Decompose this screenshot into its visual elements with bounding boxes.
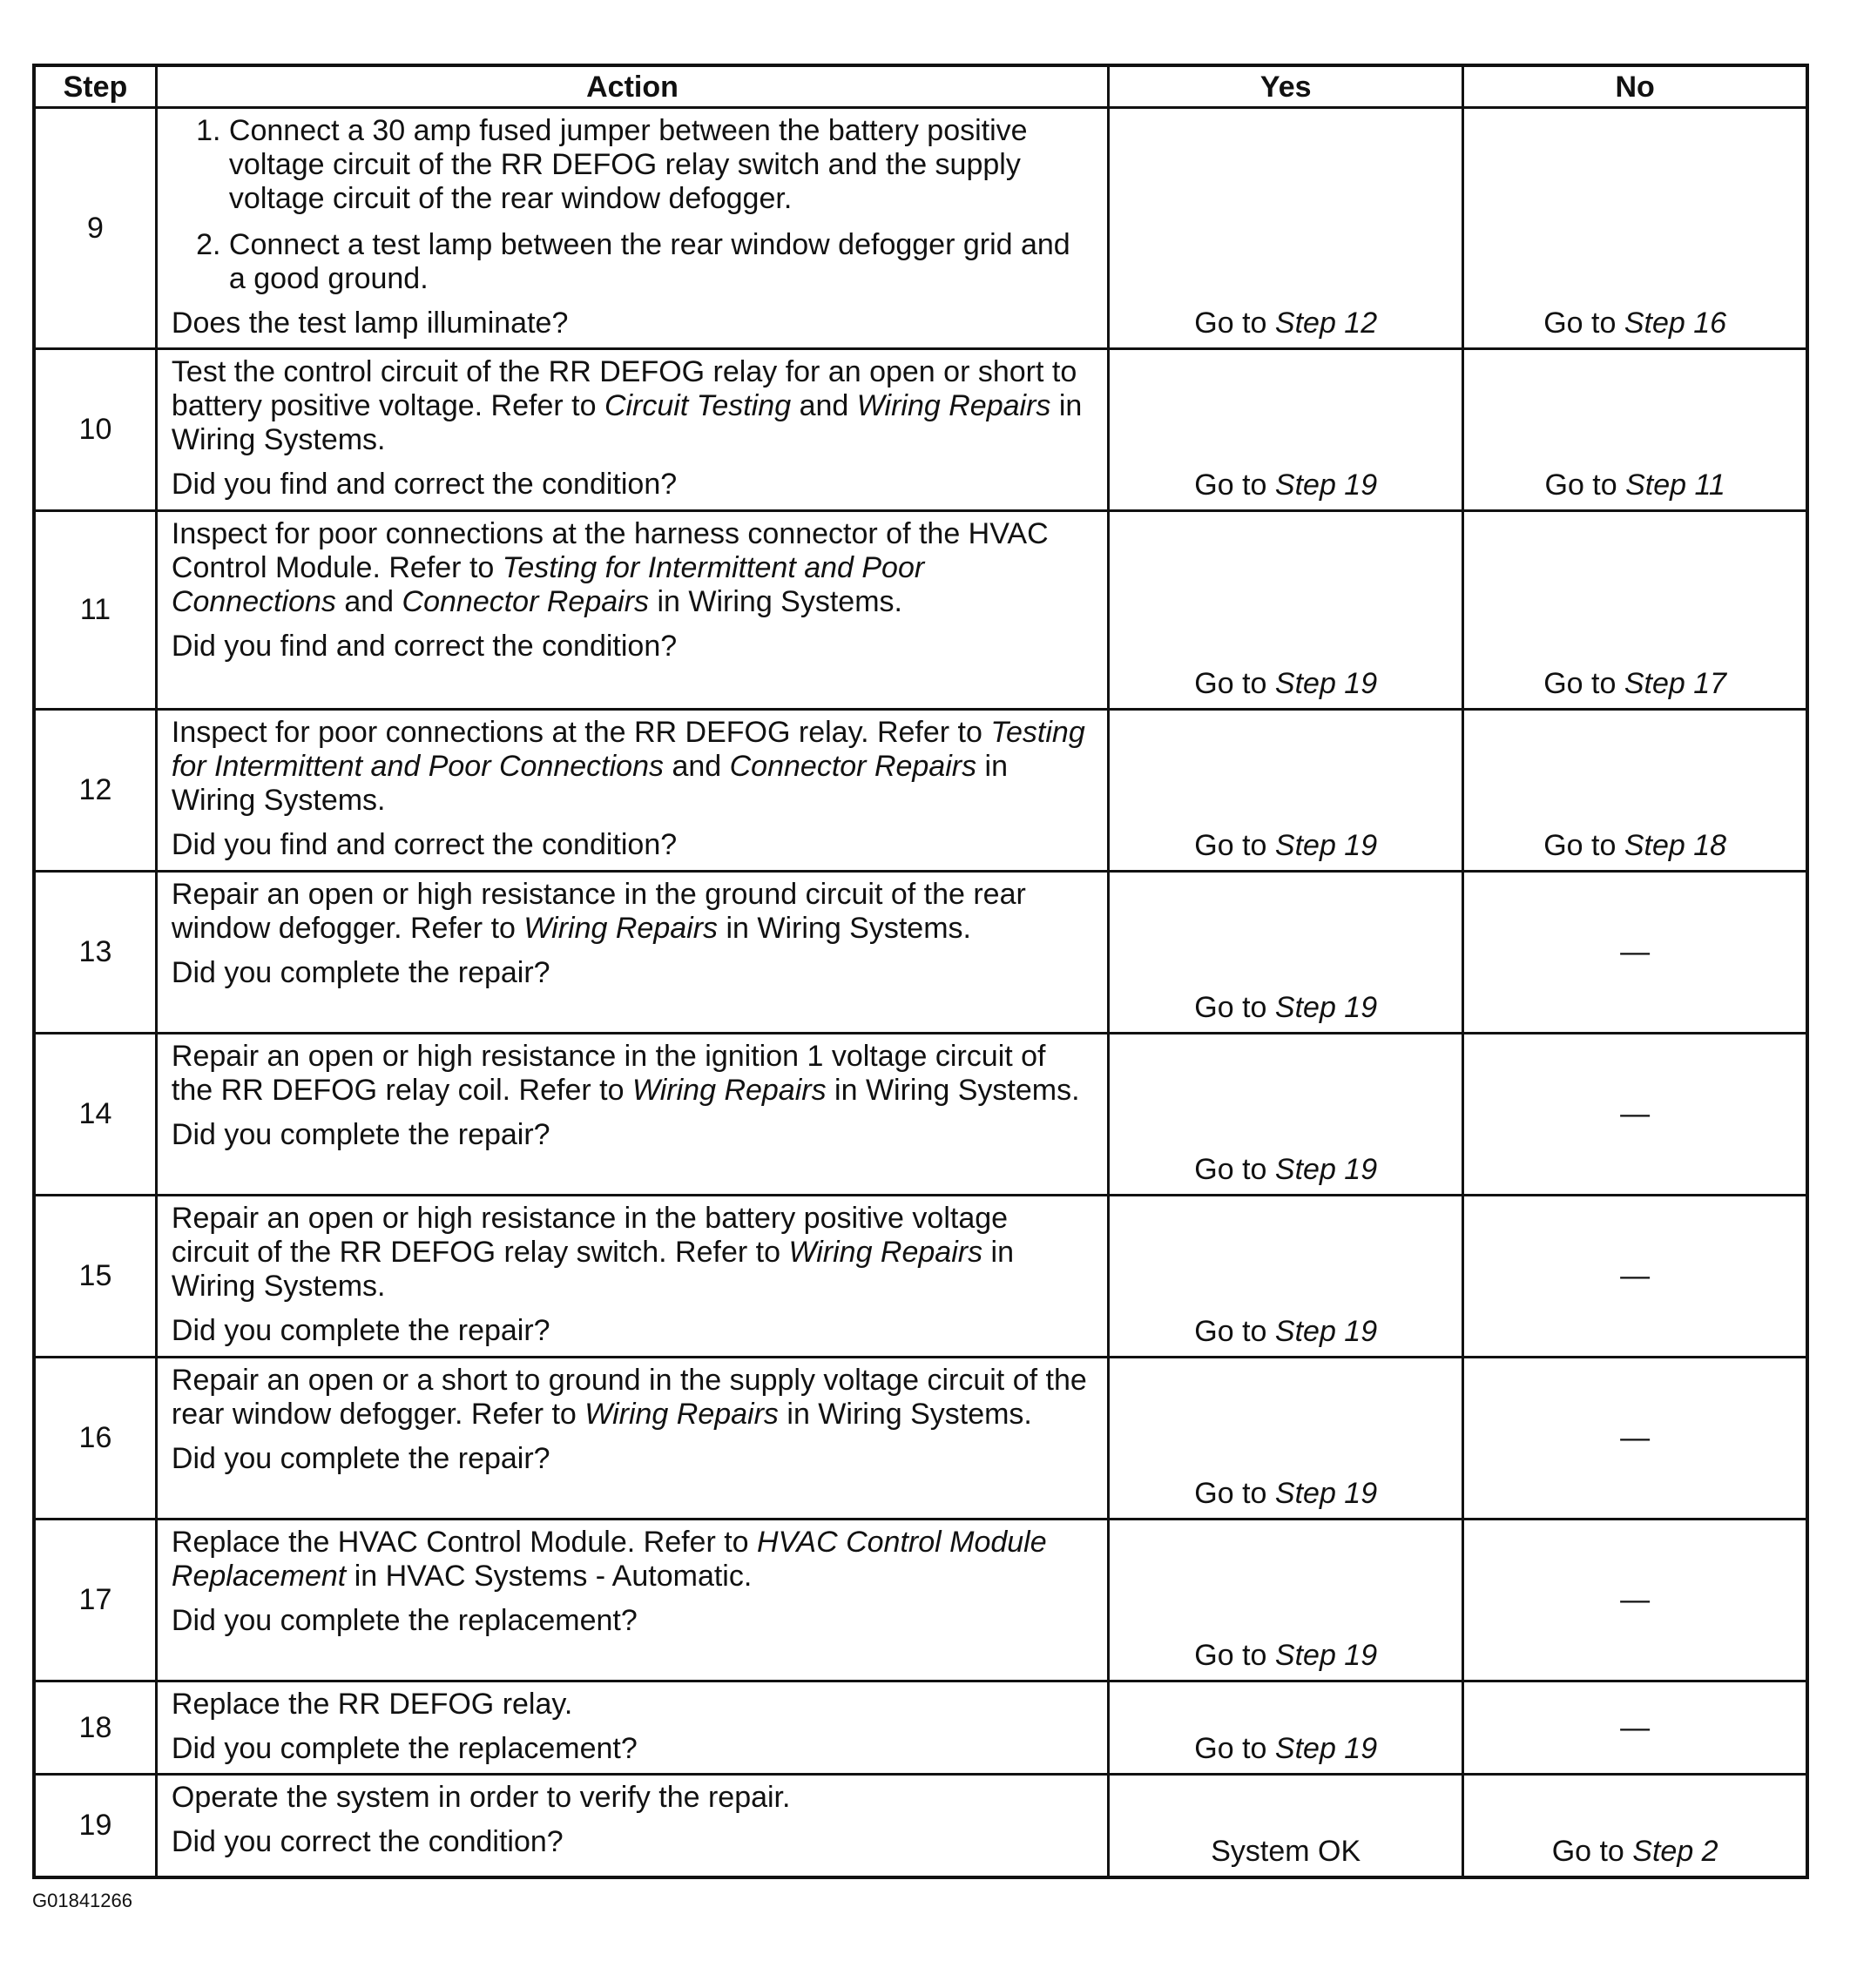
table-row bbox=[34, 1681, 1807, 1775]
action-question: Did you find and correct the condition? bbox=[171, 468, 678, 501]
figure-id: G01841266 bbox=[32, 1890, 132, 1911]
yes-result bbox=[1109, 1358, 1463, 1520]
step-reference: Step 19 bbox=[1274, 1153, 1378, 1186]
action-question: Did you find and correct the condition? bbox=[171, 630, 678, 663]
goto-prefix: Go to bbox=[1194, 1153, 1275, 1186]
action-text-segment: Inspect for poor connections at the harness connector of the HVAC Control Module. Refer to bbox=[171, 517, 1049, 584]
no-result bbox=[1463, 710, 1807, 872]
goto-prefix: Go to bbox=[1544, 468, 1626, 502]
action-text bbox=[172, 517, 1091, 619]
action-question: Did you complete the replacement? bbox=[171, 1732, 638, 1765]
step-reference: Step 11 bbox=[1625, 468, 1725, 502]
action-text bbox=[172, 1688, 1091, 1722]
action-question: Did you complete the repair? bbox=[171, 1314, 550, 1347]
action-text-segment: in Wiring Systems. bbox=[778, 1398, 1032, 1431]
step-number: 12 bbox=[34, 710, 156, 872]
action-cell bbox=[156, 1775, 1108, 1877]
dash-none: — bbox=[1620, 1421, 1651, 1454]
action-text-segment: in Wiring Systems. bbox=[826, 1074, 1080, 1107]
dash-none: — bbox=[1620, 1097, 1651, 1130]
reference-link-text: Wiring Repairs bbox=[584, 1398, 779, 1431]
yes-result bbox=[1109, 349, 1463, 511]
table-row bbox=[34, 1034, 1807, 1196]
table-row bbox=[34, 1358, 1807, 1520]
action-text-segment: Repair an open or high resistance in the battery positive voltage circuit of the RR DEFOG relay switch. Refer to bbox=[171, 1202, 1009, 1269]
no-result bbox=[1463, 872, 1807, 1034]
step-number: 9 bbox=[34, 108, 156, 349]
step-reference: Step 12 bbox=[1274, 307, 1378, 340]
action-text bbox=[172, 1040, 1091, 1108]
table-row bbox=[34, 349, 1807, 511]
action-text-segment: and bbox=[664, 750, 730, 783]
yes-result bbox=[1109, 511, 1463, 710]
action-step-item: 2. Connect a test lamp between the rear window defogger grid and a good ground. bbox=[229, 228, 1091, 296]
table-header-row bbox=[34, 65, 1807, 108]
diagnostic-table bbox=[32, 64, 1809, 1879]
yes-result bbox=[1109, 1681, 1463, 1775]
action-text-segment: Repair an open or high resistance in the ground circuit of the rear window defogger. Refer to bbox=[171, 878, 1026, 945]
action-text-segment: and bbox=[335, 585, 402, 618]
action-cell bbox=[156, 349, 1108, 511]
action-cell bbox=[156, 1196, 1108, 1358]
step-reference: Step 19 bbox=[1274, 468, 1378, 502]
action-text bbox=[172, 1526, 1091, 1594]
action-text-segment: Repair an open or a short to ground in the supply voltage circuit of the rear window defogger. Refer to bbox=[171, 1364, 1087, 1431]
step-number: 13 bbox=[34, 872, 156, 1034]
action-question: Did you complete the repair? bbox=[171, 1442, 550, 1475]
goto-prefix: Go to bbox=[1194, 829, 1275, 862]
header-no: No bbox=[1463, 65, 1807, 108]
reference-link-text: Connector Repairs bbox=[402, 585, 650, 618]
goto-prefix: Go to bbox=[1543, 829, 1624, 862]
step-reference: Step 2 bbox=[1632, 1834, 1718, 1868]
reference-link-text: Wiring Repairs bbox=[631, 1074, 827, 1107]
reference-link-text: Testing for Intermittent and Poor Connections bbox=[171, 551, 925, 618]
table-row bbox=[34, 710, 1807, 872]
goto-prefix: Go to bbox=[1194, 1315, 1275, 1348]
no-result bbox=[1463, 1196, 1807, 1358]
action-cell bbox=[156, 1358, 1108, 1520]
no-result bbox=[1463, 1358, 1807, 1520]
action-text-segment: in Wiring Systems. bbox=[171, 1236, 1015, 1303]
header-step: Step bbox=[34, 65, 156, 108]
no-result bbox=[1463, 108, 1807, 349]
action-text-segment: in Wiring Systems. bbox=[649, 585, 902, 618]
goto-prefix: Go to bbox=[1194, 307, 1275, 340]
action-cell bbox=[156, 710, 1108, 872]
goto-prefix: Go to bbox=[1543, 307, 1624, 340]
goto-prefix: Go to bbox=[1194, 1732, 1275, 1765]
action-cell bbox=[156, 1520, 1108, 1681]
step-reference: Step 17 bbox=[1624, 667, 1727, 700]
action-question: Did you find and correct the condition? bbox=[171, 828, 678, 861]
table-row bbox=[34, 1520, 1807, 1681]
goto-prefix: Go to bbox=[1551, 1834, 1633, 1868]
step-reference: Step 19 bbox=[1274, 991, 1378, 1024]
reference-link-text: Wiring Repairs bbox=[523, 912, 719, 945]
no-result bbox=[1463, 1520, 1807, 1681]
reference-link-text: Testing for Intermittent and Poor Connections bbox=[171, 716, 1085, 783]
no-result bbox=[1463, 1775, 1807, 1877]
action-steps-list bbox=[172, 114, 1091, 296]
dash-none: — bbox=[1620, 1259, 1651, 1292]
action-text-segment: and bbox=[791, 389, 857, 422]
yes-result bbox=[1109, 1775, 1463, 1877]
goto-prefix: Go to bbox=[1194, 1639, 1275, 1672]
action-text bbox=[172, 1781, 1091, 1815]
action-question: Does the test lamp illuminate? bbox=[171, 307, 569, 340]
reference-link-text: Wiring Repairs bbox=[856, 389, 1051, 422]
step-number: 14 bbox=[34, 1034, 156, 1196]
step-reference: Step 19 bbox=[1274, 1732, 1378, 1765]
step-number: 15 bbox=[34, 1196, 156, 1358]
no-result bbox=[1463, 1034, 1807, 1196]
step-reference: Step 16 bbox=[1624, 307, 1727, 340]
action-question: Did you complete the repair? bbox=[171, 1118, 550, 1151]
step-number: 19 bbox=[34, 1775, 156, 1877]
action-cell bbox=[156, 511, 1108, 710]
action-text bbox=[172, 1364, 1091, 1432]
step-reference: Step 18 bbox=[1624, 829, 1727, 862]
table-row bbox=[34, 1775, 1807, 1877]
yes-result bbox=[1109, 872, 1463, 1034]
step-number: 10 bbox=[34, 349, 156, 511]
step-number: 18 bbox=[34, 1681, 156, 1775]
step-reference: Step 19 bbox=[1274, 829, 1378, 862]
action-cell bbox=[156, 1681, 1108, 1775]
action-cell bbox=[156, 872, 1108, 1034]
action-text-segment: in Wiring Systems. bbox=[171, 750, 1009, 817]
action-text-segment: Inspect for poor connections at the RR DEFOG relay. Refer to bbox=[171, 716, 991, 749]
dash-none: — bbox=[1620, 1710, 1651, 1744]
action-step-item: 1. Connect a 30 amp fused jumper between the battery positive voltage circuit of the RR DEFOG relay switch and the supply voltage circuit of the rear window defogger. bbox=[229, 114, 1091, 216]
action-text-segment: in HVAC Systems - Automatic. bbox=[346, 1560, 753, 1593]
yes-result-text: System OK bbox=[1211, 1834, 1361, 1868]
goto-prefix: Go to bbox=[1194, 667, 1275, 700]
action-question: Did you correct the condition? bbox=[171, 1825, 564, 1858]
yes-result bbox=[1109, 1520, 1463, 1681]
action-text-segment: Replace the RR DEFOG relay. bbox=[171, 1688, 573, 1721]
yes-result bbox=[1109, 108, 1463, 349]
step-number: 16 bbox=[34, 1358, 156, 1520]
goto-prefix: Go to bbox=[1194, 1477, 1275, 1510]
goto-prefix: Go to bbox=[1194, 468, 1275, 502]
header-action: Action bbox=[156, 65, 1108, 108]
action-text bbox=[172, 716, 1091, 818]
no-result bbox=[1463, 349, 1807, 511]
yes-result bbox=[1109, 1196, 1463, 1358]
goto-prefix: Go to bbox=[1194, 991, 1275, 1024]
step-number: 11 bbox=[34, 511, 156, 710]
step-number: 17 bbox=[34, 1520, 156, 1681]
dash-none: — bbox=[1620, 935, 1651, 968]
yes-result bbox=[1109, 1034, 1463, 1196]
action-text bbox=[172, 1202, 1091, 1304]
action-text bbox=[172, 355, 1091, 457]
yes-result bbox=[1109, 710, 1463, 872]
dash-none: — bbox=[1620, 1583, 1651, 1616]
reference-link-text: Wiring Repairs bbox=[788, 1236, 983, 1269]
action-question: Did you complete the replacement? bbox=[171, 1604, 638, 1637]
step-reference: Step 19 bbox=[1274, 1477, 1378, 1510]
table-row bbox=[34, 872, 1807, 1034]
step-reference: Step 19 bbox=[1274, 1315, 1378, 1348]
table-body bbox=[34, 108, 1807, 1877]
goto-prefix: Go to bbox=[1543, 667, 1624, 700]
no-result bbox=[1463, 1681, 1807, 1775]
reference-link-text: Circuit Testing bbox=[604, 389, 792, 422]
table-row bbox=[34, 108, 1807, 349]
action-text-segment: Test the control circuit of the RR DEFOG relay for an open or short to battery positive voltage. Refer to bbox=[171, 355, 1077, 422]
action-text bbox=[172, 878, 1091, 946]
action-question: Did you complete the repair? bbox=[171, 956, 550, 989]
no-result bbox=[1463, 511, 1807, 710]
table-row bbox=[34, 1196, 1807, 1358]
action-text-segment: Operate the system in order to verify the repair. bbox=[171, 1781, 791, 1814]
reference-link-text: Connector Repairs bbox=[729, 750, 977, 783]
action-text-segment: Replace the HVAC Control Module. Refer to bbox=[171, 1526, 758, 1559]
action-text-segment: Repair an open or high resistance in the ignition 1 voltage circuit of the RR DEFOG relay coil. Refer to bbox=[171, 1040, 1046, 1107]
reference-link-text: HVAC Control Module Replacement bbox=[171, 1526, 1047, 1593]
step-reference: Step 19 bbox=[1274, 667, 1378, 700]
action-text-segment: in Wiring Systems. bbox=[718, 912, 971, 945]
header-yes: Yes bbox=[1109, 65, 1463, 108]
step-reference: Step 19 bbox=[1274, 1639, 1378, 1672]
action-text-segment: in Wiring Systems. bbox=[171, 389, 1083, 456]
table-row bbox=[34, 511, 1807, 710]
action-cell bbox=[156, 1034, 1108, 1196]
action-cell bbox=[156, 108, 1108, 349]
